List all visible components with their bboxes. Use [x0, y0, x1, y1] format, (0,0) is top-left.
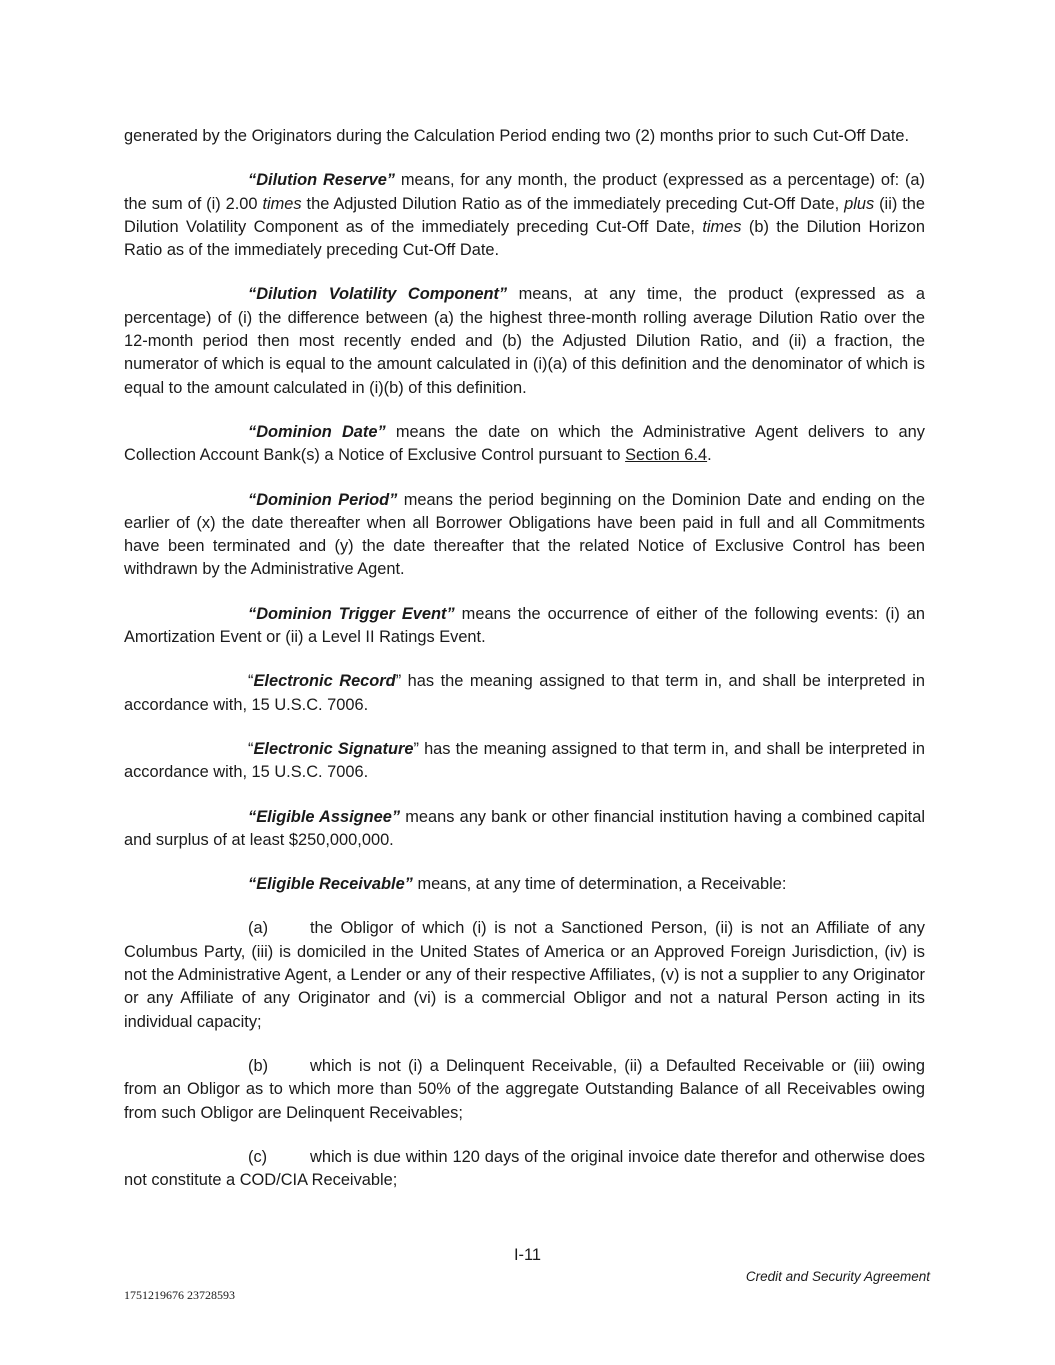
defined-term: “Dominion Trigger Event”: [248, 604, 455, 623]
defined-term: “Dominion Period”: [248, 490, 398, 509]
definition-dilution-reserve: [124, 169, 925, 262]
definition-dominion-date: [124, 421, 925, 468]
defined-term: “Dominion Date”: [248, 422, 386, 441]
defined-term: “Eligible Receivable”: [248, 875, 413, 894]
definition-text: means, for any month, the product (expressed as a percentage) of: (a) the sum of (i) 2.00: [124, 171, 925, 213]
definition-text: means, at any time of determination, a Receivable:: [412, 875, 787, 894]
definition-text: means the period beginning on the Dominion Date and ending on the earlier of (x) the date thereafter when all Borrower Obligations have been paid in full and all Commitments have been terminated and (y) the date thereafter that the related Notice of Exclusive Control has been withdrawn by the Administrative Agent.: [124, 490, 925, 579]
clause-text: which is due within 120 days of the original invoice date therefor and otherwise does not constitute a COD/CIA Receivable;: [124, 1147, 925, 1190]
clause-text: the Obligor of which (i) is not a Sanctioned Person, (ii) is not an Affiliate of any Columbus Party, (iii) is domiciled in the United States of America or an Approved Foreign Jurisdiction, (iv) is not the Administrative Agent, a Lender or any of their respective Affiliates, (v) is not a supplier to any Originator or any Affiliate of any Originator and (vi) is a commercial Obligor and not a natural Person acting in its individual capacity;: [124, 919, 925, 1031]
definition-text: (ii) the Dilution Volatility Component as of the immediately preceding Cut-Off Date,: [124, 194, 926, 236]
clause-label: (b): [248, 1056, 269, 1075]
page-body: [124, 125, 925, 1192]
definition-text: (b) the Dilution Horizon Ratio as of the immediately preceding Cut-Off Date.: [124, 217, 925, 260]
footer-document-id: 1751219676 23728593: [124, 1288, 235, 1302]
definition-text: means any bank or other financial institution having a combined capital and surplus of at least $250,000,000.: [124, 807, 925, 849]
section-reference: Section 6.4: [625, 446, 708, 465]
italic-word: plus: [844, 194, 875, 213]
defined-term: “Dilution Volatility Component”: [248, 285, 508, 304]
definition-text: has the meaning assigned to that term in, and shall be interpreted in accordance with, 15 U.S.C. 7006.: [124, 739, 925, 782]
definition-dominion-period: [124, 489, 925, 582]
definition-electronic-signature: [124, 738, 925, 785]
defined-term: “Dilution Reserve”: [248, 171, 396, 190]
definition-text: means the occurrence of either of the following events: (i) an Amortization Event or (ii) a Level II Ratings Event.: [124, 604, 925, 647]
open-quote: “: [248, 739, 254, 758]
definition-dilution-volatility-component: [124, 283, 925, 399]
continuation-paragraph: [124, 125, 925, 148]
close-quote: ”: [413, 739, 419, 758]
page-number: I-11: [513, 1246, 542, 1264]
definition-electronic-record: [124, 670, 925, 717]
defined-term: Electronic Signature: [253, 739, 414, 758]
open-quote: “: [248, 672, 254, 691]
italic-word: times: [262, 194, 302, 213]
definition-text: means, at any time, the product (expressed as a percentage) of (i) the difference between (a) the highest three-month rolling average Dilution Ratio over the 12-month period then most recently ended and (b) the Adjusted Dilution Ratio, and (ii) a fraction, the numerator of which is equal to the amount calculated in (i)(a) of this definition and the denominator of which is equal to the amount calculated in (i)(b) of this definition.: [124, 285, 925, 397]
clause-b: [124, 1055, 925, 1125]
clause-text: which is not (i) a Delinquent Receivable, (ii) a Defaulted Receivable or (iii) owing from an Obligor as to which more than 50% of the aggregate Outstanding Balance of all Receivables owing from such Obligor are Delinquent Receivables;: [124, 1056, 925, 1122]
definition-text: means the date on which the Administrative Agent delivers to any Collection Account Bank(s) a Notice of Exclusive Control pursuant to: [124, 422, 925, 465]
defined-term: “Eligible Assignee”: [248, 807, 401, 826]
definition-text: .: [707, 446, 712, 465]
defined-term: Electronic Record: [253, 672, 396, 691]
definition-dominion-trigger-event: [124, 603, 925, 650]
continuation-text: generated by the Originators during the Calculation Period ending two (2) months prior to such Cut-Off Date.: [124, 127, 910, 145]
clause-a: [124, 917, 925, 1033]
definition-text: has the meaning assigned to that term in, and shall be interpreted in accordance with, 15 U.S.C. 7006.: [124, 672, 925, 714]
close-quote: ”: [395, 672, 402, 691]
clause-label: (c): [248, 1147, 268, 1166]
clause-c: [124, 1146, 925, 1193]
definition-text: the Adjusted Dilution Ratio as of the immediately preceding Cut-Off Date,: [301, 194, 845, 213]
definition-eligible-assignee: [124, 806, 925, 853]
footer-document-title: Credit and Security Agreement: [745, 1269, 930, 1284]
definition-eligible-receivable: [124, 873, 925, 896]
italic-word: times: [702, 217, 742, 236]
clause-label: (a): [248, 919, 269, 938]
